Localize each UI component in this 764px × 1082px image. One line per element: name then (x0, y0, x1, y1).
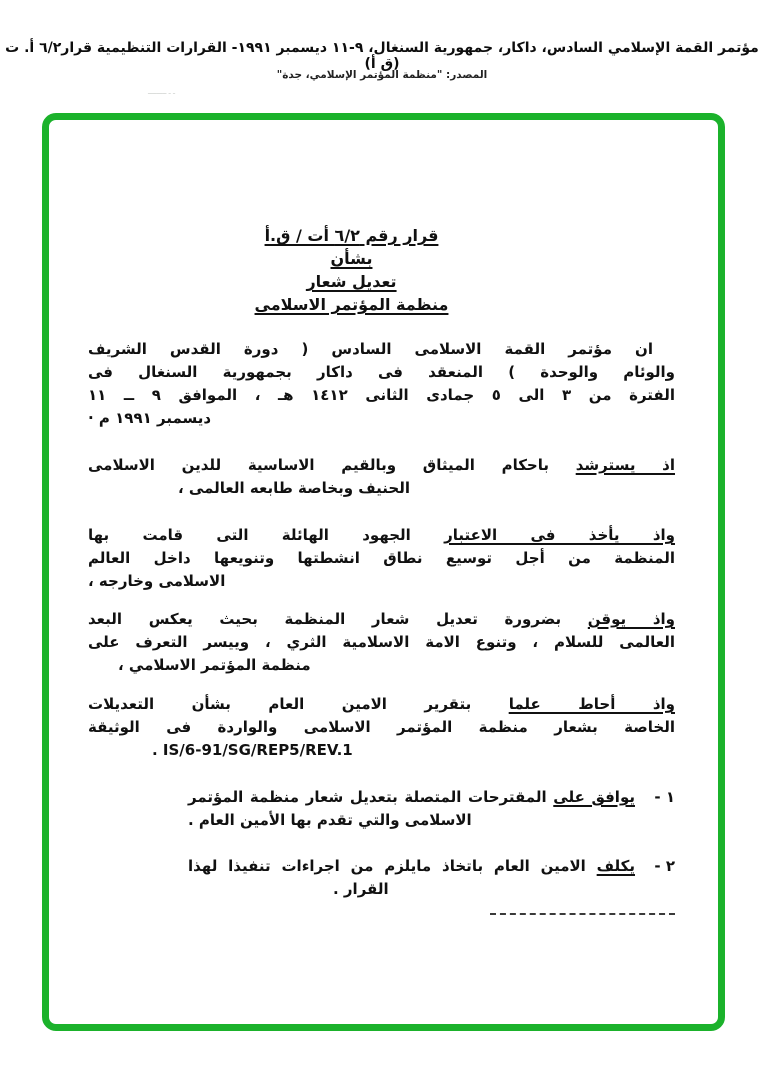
lead-phrase: واذ يأخذ فى الاعتبار (444, 526, 675, 544)
title-text: تعديل شعار (306, 272, 397, 291)
title-line-organization (58, 293, 645, 316)
item-number: ١ - (654, 788, 675, 806)
end-divider (490, 913, 675, 915)
text-line: والوئام والوحدة ) المنعقد فى داكار بجمهورية السنغال فى (88, 363, 675, 381)
text-line (88, 693, 675, 716)
line-rest: الجهود الهائلة التى قامت بها (88, 526, 445, 544)
text-line (188, 786, 635, 809)
line-rest: بضرورة تعديل شعار المنظمة بحيث يعكس البعد (88, 610, 588, 628)
lead-phrase: واذ أحاط علما (508, 695, 675, 713)
lead-phrase: اذ يسترشد (575, 456, 675, 474)
title-line-subject (58, 270, 645, 293)
preamble-paragraph-3 (88, 524, 675, 593)
title-text: منظمة المؤتمر الاسلامى (254, 295, 449, 314)
operative-item-1 (188, 786, 675, 832)
item-body (188, 855, 635, 901)
header-citation: مؤتمر القمة الإسلامي السادس، داكار، جمهورية السنغال، ٩-١١ ديسمبر ١٩٩١- القرارات التنظيمية قرار٦/٢ أ. ت (ق أ) (5, 40, 759, 72)
text-line: الحنيف وبخاصة طابعه العالمى ، (178, 479, 410, 497)
faint-marks: ـ ـ ـــــــــ (148, 88, 176, 96)
text-line (188, 855, 635, 878)
preamble-paragraph-5 (88, 693, 675, 762)
resolution-body (49, 120, 718, 1024)
line-rest: بتقرير الامين العام بشأن التعديلات (88, 695, 509, 713)
header-source: المصدر: "منظمة المؤتمر الإسلامي، جدة" (276, 69, 488, 81)
resolution-title (58, 224, 645, 316)
line-rest: المقترحات المتصلة بتعديل شعار منظمة المؤتمر (188, 788, 554, 806)
text-line: القرار . (333, 880, 389, 898)
text-line: المنظمة من أجل توسيع نطاق انشطتها وتنويعها داخل العالم (88, 549, 675, 567)
lead-phrase: واذ يوقن (587, 610, 675, 628)
text-line (88, 608, 675, 631)
title-line-regarding (58, 247, 645, 270)
lead-phrase: يكلف (596, 857, 635, 875)
text-line: الاسلامى وخارجه ، (88, 572, 226, 590)
title-text: بشأن (330, 249, 373, 268)
line-rest: الامين العام باتخاذ مايلزم من اجراءات تنفيذا لهذا (188, 857, 597, 875)
item-number: ٢ - (654, 857, 675, 875)
text-line: ان مؤتمر القمة الاسلامى السادس ( دورة القدس الشريف (88, 340, 653, 358)
preamble-paragraph-2 (88, 454, 675, 500)
lead-phrase: يوافق على (553, 788, 635, 806)
text-line (88, 524, 675, 547)
title-text: قرار رقم ٦/٢ أت / ق.أ (264, 226, 439, 245)
title-line-number (58, 224, 645, 247)
green-border-frame (42, 113, 725, 1031)
text-line: منظمة المؤتمر الاسلامي ، (118, 656, 311, 674)
line-rest: باحكام الميثاق وبالقيم الاساسية للدين الاسلامى (88, 456, 576, 474)
text-line (88, 454, 675, 477)
text-line: الفترة من ٣ الى ٥ جمادى الثانى ١٤١٢ هـ ، الموافق ٩ ــ ١١ (88, 386, 676, 404)
text-line: ديسمبر ١٩٩١ م · (88, 409, 212, 427)
document-code-line: IS/6-91/SG/REP5/REV.1 . (152, 741, 353, 759)
preamble-paragraph-4 (88, 608, 675, 677)
text-line: الاسلامى والتي تقدم بها الأمين العام . (188, 811, 472, 829)
operative-item-2 (188, 855, 675, 901)
preamble-paragraph-1 (88, 338, 675, 430)
text-line: العالمى للسلام ، وتنوع الامة الاسلامية الثري ، وييسر التعرف على (88, 633, 675, 651)
item-body (188, 786, 635, 832)
text-line: الخاصة بشعار منظمة المؤتمر الاسلامى والواردة فى الوثيقة (88, 718, 675, 736)
